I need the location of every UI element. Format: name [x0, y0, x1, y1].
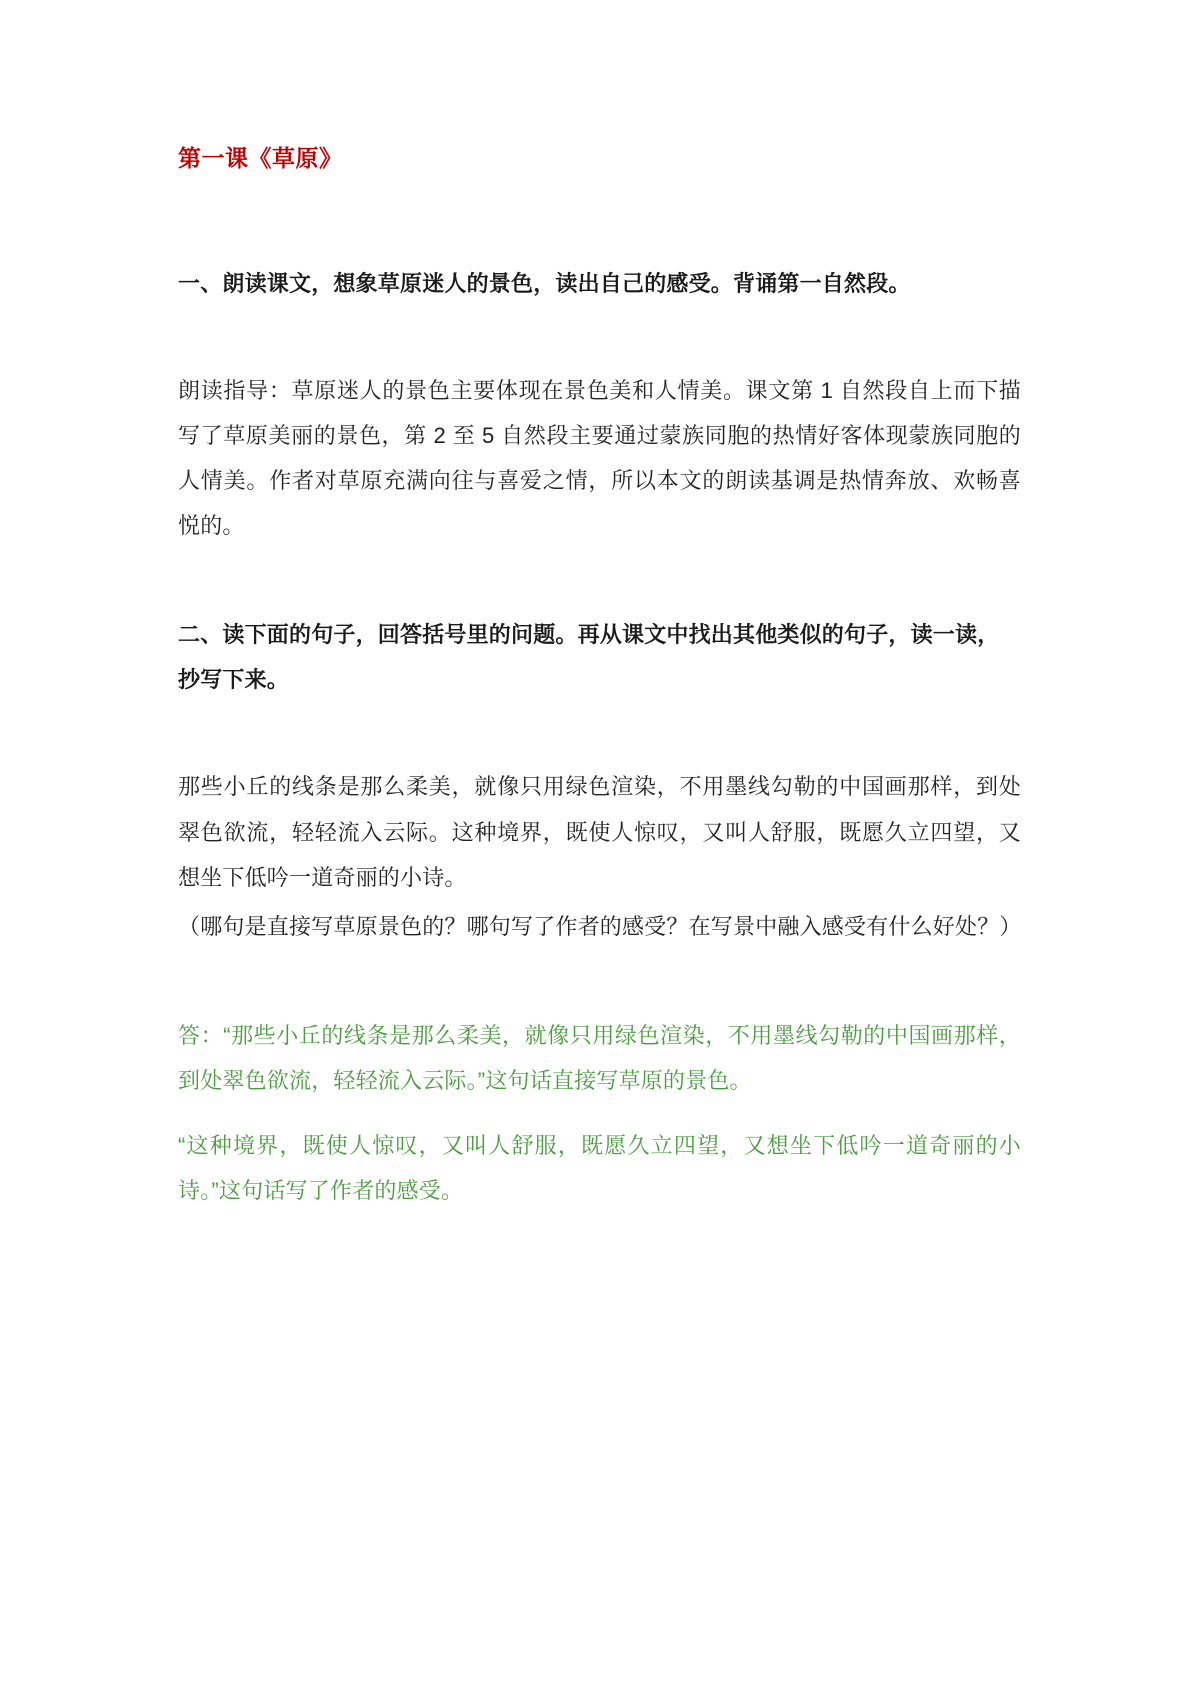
question-two-answer-line-2: “这种境界，既使人惊叹，又叫人舒服，既愿久立四望，又想坐下低吟一道奇丽的小诗。”这句话写了作者的感受。 — [178, 1133, 1021, 1204]
question-two-answer-line-1: 答：“那些小丘的线条是那么柔美，就像只用绿色渲染，不用墨线勾勒的中国画那样，到处翠色欲流，轻轻流入云际。”这句话直接写草原的景色。 — [178, 1022, 1021, 1093]
question-one-heading: 一、朗读课文，想象草原迷人的景色，读出自己的感受。背诵第一自然段。 — [178, 270, 911, 296]
question-one-body: 朗读指导：草原迷人的景色主要体现在景色美和人情美。课文第 1 自然段自上而下描写了草原美丽的景色，第 2 至 5 自然段主要通过蒙族同胞的热情好客体现蒙族同胞的人情美。作者对草原充满向往与喜爱之情，所以本文的朗读基调是热情奔放、欢畅喜悦的。 — [178, 377, 1021, 539]
question-two-quote: 那些小丘的线条是那么柔美，就像只用绿色渲染，不用墨线勾勒的中国画那样，到处翠色欲流，轻轻流入云际。这种境界，既使人惊叹，又叫人舒服，既愿久立四望，又想坐下低吟一道奇丽的小诗。 — [178, 774, 1021, 890]
page-title: 第一课《草原》 — [178, 145, 343, 171]
question-two-prompt: （哪句是直接写草原景色的？哪句写了作者的感受？在写景中融入感受有什么好处？） — [178, 913, 1022, 939]
question-two-heading: 二、读下面的句子，回答括号里的问题。再从课文中找出其他类似的句子，读一读，抄写下来。 — [178, 622, 1000, 693]
